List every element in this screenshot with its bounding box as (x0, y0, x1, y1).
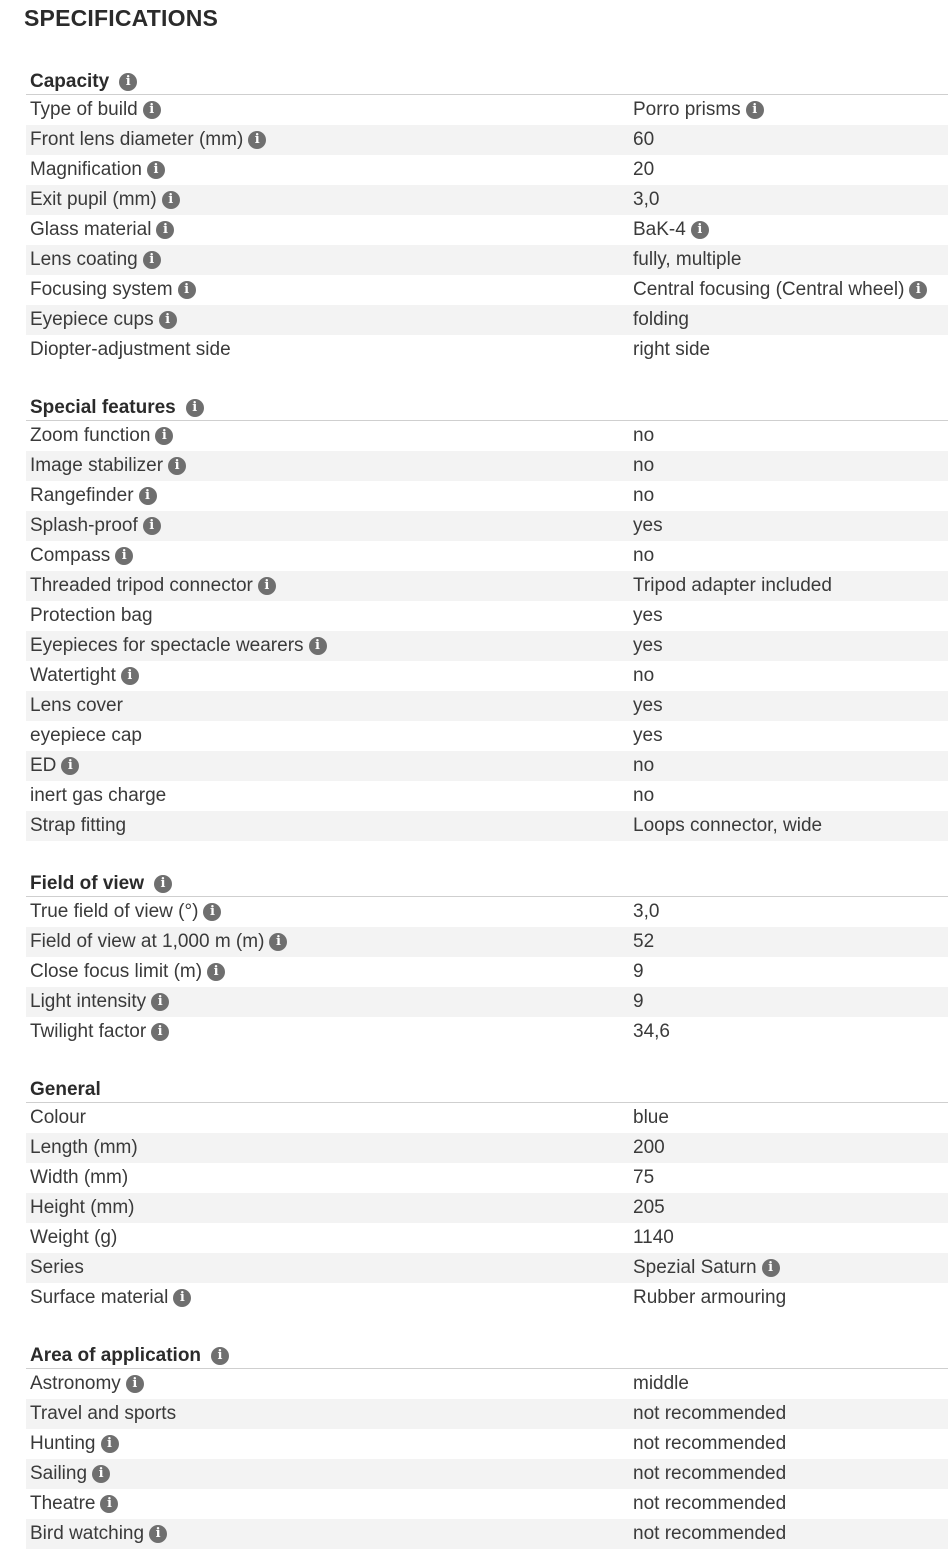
spec-value-cell (633, 1373, 948, 1395)
spec-label: Colour (30, 1107, 86, 1128)
spec-label: Diopter-adjustment side (30, 339, 231, 360)
info-icon[interactable]: i (207, 963, 225, 981)
spec-label: Strap fitting (30, 815, 127, 836)
spec-label: Eyepieces for spectacle wearers (30, 635, 304, 656)
spec-label: Bird watching (30, 1523, 145, 1544)
spec-value-cell (633, 725, 948, 747)
spec-value: 3,0 (633, 189, 660, 210)
spec-label: Exit pupil (mm) (30, 189, 157, 210)
spec-value-cell (633, 1021, 948, 1043)
spec-label-cell (26, 129, 633, 151)
spec-label: Threaded tripod connector (30, 575, 253, 596)
spec-label: Height (mm) (30, 1197, 135, 1218)
spec-label-cell (26, 1433, 633, 1455)
spec-row-zoom-function (26, 421, 948, 451)
spec-label: Surface material (30, 1287, 169, 1308)
spec-row-bird-watching (26, 1519, 948, 1549)
spec-row-eyepieces-for-spectacle-wearers (26, 631, 948, 661)
spec-label-cell (26, 1107, 633, 1129)
spec-row-eyepiece-cups (26, 305, 948, 335)
spec-row-compass (26, 541, 948, 571)
spec-label: Protection bag (30, 605, 153, 626)
spec-label: Light intensity (30, 991, 147, 1012)
spec-label: Eyepiece cups (30, 309, 154, 330)
info-icon[interactable]: i (691, 221, 709, 239)
spec-label: Field of view at 1,000 m (m) (30, 931, 265, 952)
info-icon[interactable]: i (101, 1435, 119, 1453)
info-icon[interactable]: i (154, 875, 172, 893)
spec-label: Travel and sports (30, 1403, 177, 1424)
spec-label-cell (26, 455, 633, 477)
spec-value: Rubber armouring (633, 1287, 787, 1308)
spec-row-weight-g (26, 1223, 948, 1253)
info-icon[interactable]: i (151, 1023, 169, 1041)
spec-table (26, 95, 948, 365)
spec-value-cell (633, 279, 948, 301)
spec-row-length-mm (26, 1133, 948, 1163)
spec-value-cell (633, 1523, 948, 1545)
spec-value: 52 (633, 931, 655, 952)
spec-value-cell (633, 425, 948, 447)
info-icon[interactable]: i (258, 577, 276, 595)
spec-value-cell (633, 1433, 948, 1455)
spec-label: Sailing (30, 1463, 88, 1484)
spec-row-watertight (26, 661, 948, 691)
spec-value: yes (633, 515, 663, 536)
spec-row-hunting (26, 1429, 948, 1459)
spec-label: Focusing system (30, 279, 173, 300)
spec-label: Glass material (30, 219, 152, 240)
spec-label: True field of view (°) (30, 901, 199, 922)
spec-value-cell (633, 755, 948, 777)
info-icon[interactable]: i (173, 1289, 191, 1307)
spec-row-lens-coating (26, 245, 948, 275)
info-icon[interactable]: i (159, 311, 177, 329)
info-icon[interactable]: i (248, 131, 266, 149)
spec-label: Watertight (30, 665, 116, 686)
spec-label: Width (mm) (30, 1167, 129, 1188)
spec-value: Loops connector, wide (633, 815, 823, 836)
spec-value-cell (633, 455, 948, 477)
info-icon[interactable]: i (139, 487, 157, 505)
spec-label-cell (26, 1257, 633, 1279)
spec-label: ED (30, 755, 57, 776)
spec-row-glass-material (26, 215, 948, 245)
info-icon[interactable]: i (149, 1525, 167, 1543)
spec-value: Tripod adapter included (633, 575, 832, 596)
info-icon[interactable]: i (203, 903, 221, 921)
section-title: Capacity (30, 70, 110, 92)
spec-label: Rangefinder (30, 485, 134, 506)
spec-value: not recommended (633, 1523, 787, 1544)
section-header (26, 1077, 948, 1103)
spec-value-cell (633, 635, 948, 657)
spec-label: Length (mm) (30, 1137, 138, 1158)
spec-value: yes (633, 695, 663, 716)
spec-row-magnification (26, 155, 948, 185)
info-icon[interactable]: i (186, 399, 204, 417)
spec-label-cell (26, 785, 633, 807)
spec-label: eyepiece cap (30, 725, 142, 746)
spec-row-series (26, 1253, 948, 1283)
spec-label-cell (26, 1493, 633, 1515)
spec-value-cell (633, 575, 948, 597)
spec-row-inert-gas-charge (26, 781, 948, 811)
spec-value: yes (633, 605, 663, 626)
spec-label: Zoom function (30, 425, 151, 446)
spec-label-cell (26, 1523, 633, 1545)
spec-value: no (633, 455, 655, 476)
spec-label-cell (26, 425, 633, 447)
spec-label-cell (26, 815, 633, 837)
spec-label: Type of build (30, 99, 138, 120)
spec-value: no (633, 755, 655, 776)
spec-label-cell (26, 1137, 633, 1159)
spec-row-focusing-system (26, 275, 948, 305)
spec-value-cell (633, 1463, 948, 1485)
spec-label-cell (26, 485, 633, 507)
spec-row-true-field-of-view (26, 897, 948, 927)
spec-value: Spezial Saturn (633, 1257, 757, 1278)
section-header (26, 395, 948, 421)
spec-label-cell (26, 1167, 633, 1189)
spec-value-cell (633, 1257, 948, 1279)
spec-label: Twilight factor (30, 1021, 147, 1042)
spec-value: right side (633, 339, 711, 360)
spec-row-field-of-view-at-1-000-m-m (26, 927, 948, 957)
section-title: Special features (30, 396, 176, 418)
spec-label: Lens cover (30, 695, 123, 716)
spec-label-cell (26, 279, 633, 301)
spec-table (26, 1103, 948, 1313)
spec-value: not recommended (633, 1433, 787, 1454)
spec-value-cell (633, 485, 948, 507)
spec-label-cell (26, 575, 633, 597)
spec-label-cell (26, 99, 633, 121)
spec-value: not recommended (633, 1493, 787, 1514)
spec-value: 200 (633, 1137, 665, 1158)
spec-value: blue (633, 1107, 669, 1128)
spec-value-cell (633, 785, 948, 807)
info-icon[interactable]: i (168, 457, 186, 475)
spec-label-cell (26, 515, 633, 537)
spec-value-cell (633, 189, 948, 211)
spec-label: Image stabilizer (30, 455, 164, 476)
spec-label-cell (26, 901, 633, 923)
spec-value-cell (633, 695, 948, 717)
spec-label-cell (26, 991, 633, 1013)
spec-value-cell (633, 815, 948, 837)
spec-label-cell (26, 1463, 633, 1485)
info-icon[interactable]: i (909, 281, 927, 299)
info-icon[interactable]: i (762, 1259, 780, 1277)
spec-value-cell (633, 515, 948, 537)
spec-row-travel-and-sports (26, 1399, 948, 1429)
info-icon[interactable]: i (143, 517, 161, 535)
spec-label-cell (26, 725, 633, 747)
spec-value-cell (633, 99, 948, 121)
spec-value: no (633, 785, 655, 806)
spec-row-image-stabilizer (26, 451, 948, 481)
spec-value: fully, multiple (633, 249, 742, 270)
spec-value-cell (633, 309, 948, 331)
spec-label-cell (26, 1021, 633, 1043)
spec-label-cell (26, 1287, 633, 1309)
spec-value: 3,0 (633, 901, 660, 922)
spec-label-cell (26, 159, 633, 181)
spec-row-rangefinder (26, 481, 948, 511)
spec-label: Hunting (30, 1433, 96, 1454)
spec-row-sailing (26, 1459, 948, 1489)
spec-value-cell (633, 129, 948, 151)
spec-value-cell (633, 961, 948, 983)
spec-label-cell (26, 1403, 633, 1425)
spec-row-front-lens-diameter-mm (26, 125, 948, 155)
spec-label-cell (26, 249, 633, 271)
page-title: SPECIFICATIONS (24, 5, 219, 31)
spec-label-cell (26, 961, 633, 983)
info-icon[interactable]: i (178, 281, 196, 299)
section-title: Field of view (30, 872, 145, 894)
spec-row-exit-pupil-mm (26, 185, 948, 215)
spec-row-diopter-adjustment-side (26, 335, 948, 365)
spec-row-strap-fitting (26, 811, 948, 841)
info-icon[interactable]: i (309, 637, 327, 655)
spec-value-cell (633, 1287, 948, 1309)
spec-value-cell (633, 931, 948, 953)
spec-value: Central focusing (Central wheel) (633, 279, 905, 300)
info-icon[interactable]: i (147, 161, 165, 179)
spec-value: 20 (633, 159, 655, 180)
spec-value-cell (633, 249, 948, 271)
spec-value-cell (633, 901, 948, 923)
spec-value-cell (633, 1403, 948, 1425)
spec-value-cell (633, 159, 948, 181)
spec-value: 9 (633, 961, 644, 982)
info-icon[interactable]: i (155, 427, 173, 445)
spec-value: 60 (633, 129, 655, 150)
info-icon[interactable]: i (119, 73, 137, 91)
spec-label: Lens coating (30, 249, 138, 270)
spec-value: no (633, 425, 655, 446)
spec-label-cell (26, 219, 633, 241)
spec-row-astronomy (26, 1369, 948, 1399)
spec-value: no (633, 665, 655, 686)
info-icon[interactable]: i (211, 1347, 229, 1365)
spec-value: middle (633, 1373, 689, 1394)
info-icon[interactable]: i (100, 1495, 118, 1513)
spec-value: not recommended (633, 1463, 787, 1484)
section-header (26, 69, 948, 95)
spec-label: Magnification (30, 159, 142, 180)
spec-table (26, 1369, 948, 1549)
spec-section-field-of-view (26, 871, 948, 1047)
section-header (26, 1343, 948, 1369)
spec-value: folding (633, 309, 689, 330)
spec-label: Astronomy (30, 1373, 121, 1394)
spec-row-type-of-build (26, 95, 948, 125)
info-icon[interactable]: i (143, 251, 161, 269)
spec-value: yes (633, 725, 663, 746)
spec-value-cell (633, 339, 948, 361)
spec-value: 1140 (633, 1227, 674, 1248)
spec-row-eyepiece-cap (26, 721, 948, 751)
spec-row-twilight-factor (26, 1017, 948, 1047)
spec-label-cell (26, 1197, 633, 1219)
spec-table (26, 421, 948, 841)
spec-label-cell (26, 635, 633, 657)
info-icon[interactable]: i (61, 757, 79, 775)
info-icon[interactable]: i (143, 101, 161, 119)
spec-label-cell (26, 1373, 633, 1395)
spec-section-special-features (26, 395, 948, 841)
spec-row-close-focus-limit-m (26, 957, 948, 987)
spec-label: Front lens diameter (mm) (30, 129, 244, 150)
spec-label: Compass (30, 545, 111, 566)
spec-value-cell (633, 1137, 948, 1159)
spec-value-cell (633, 1227, 948, 1249)
spec-value: 75 (633, 1167, 655, 1188)
spec-label-cell (26, 755, 633, 777)
spec-label-cell (26, 931, 633, 953)
spec-label-cell (26, 545, 633, 567)
info-icon[interactable]: i (156, 221, 174, 239)
spec-row-ed (26, 751, 948, 781)
section-title: General (30, 1078, 101, 1100)
spec-label: Weight (g) (30, 1227, 118, 1248)
spec-value: no (633, 485, 655, 506)
spec-value-cell (633, 665, 948, 687)
spec-label-cell (26, 339, 633, 361)
spec-row-threaded-tripod-connector (26, 571, 948, 601)
spec-value-cell (633, 1493, 948, 1515)
spec-label-cell (26, 309, 633, 331)
spec-section-capacity (26, 69, 948, 365)
spec-value-cell (633, 545, 948, 567)
spec-row-light-intensity (26, 987, 948, 1017)
spec-label: Theatre (30, 1493, 96, 1514)
spec-row-width-mm (26, 1163, 948, 1193)
spec-value: 9 (633, 991, 644, 1012)
spec-section-area-of-application (26, 1343, 948, 1549)
spec-row-splash-proof (26, 511, 948, 541)
spec-table (26, 897, 948, 1047)
spec-value: 205 (633, 1197, 665, 1218)
spec-value: no (633, 545, 655, 566)
spec-label: inert gas charge (30, 785, 167, 806)
info-icon[interactable]: i (115, 547, 133, 565)
spec-label-cell (26, 665, 633, 687)
spec-row-lens-cover (26, 691, 948, 721)
spec-value: 34,6 (633, 1021, 670, 1042)
section-header (26, 871, 948, 897)
spec-value: yes (633, 635, 663, 656)
spec-section-general (26, 1077, 948, 1313)
info-icon[interactable]: i (121, 667, 139, 685)
spec-value: Porro prisms (633, 99, 741, 120)
spec-label-cell (26, 1227, 633, 1249)
spec-label-cell (26, 189, 633, 211)
spec-label: Close focus limit (m) (30, 961, 203, 982)
spec-row-height-mm (26, 1193, 948, 1223)
spec-label: Splash-proof (30, 515, 138, 536)
info-icon[interactable]: i (746, 101, 764, 119)
spec-row-surface-material (26, 1283, 948, 1313)
spec-label-cell (26, 605, 633, 627)
info-icon[interactable]: i (162, 191, 180, 209)
spec-value-cell (633, 1197, 948, 1219)
spec-value-cell (633, 1167, 948, 1189)
spec-value: BaK-4 (633, 219, 686, 240)
info-icon[interactable]: i (269, 933, 287, 951)
spec-row-protection-bag (26, 601, 948, 631)
info-icon[interactable]: i (92, 1465, 110, 1483)
info-icon[interactable]: i (126, 1375, 144, 1393)
section-title: Area of application (30, 1344, 202, 1366)
info-icon[interactable]: i (151, 993, 169, 1011)
spec-value-cell (633, 991, 948, 1013)
spec-row-theatre (26, 1489, 948, 1519)
spec-row-colour (26, 1103, 948, 1133)
spec-label-cell (26, 695, 633, 717)
spec-value-cell (633, 605, 948, 627)
spec-label: Series (30, 1257, 84, 1278)
spec-value-cell (633, 1107, 948, 1129)
spec-value-cell (633, 219, 948, 241)
spec-value: not recommended (633, 1403, 787, 1424)
